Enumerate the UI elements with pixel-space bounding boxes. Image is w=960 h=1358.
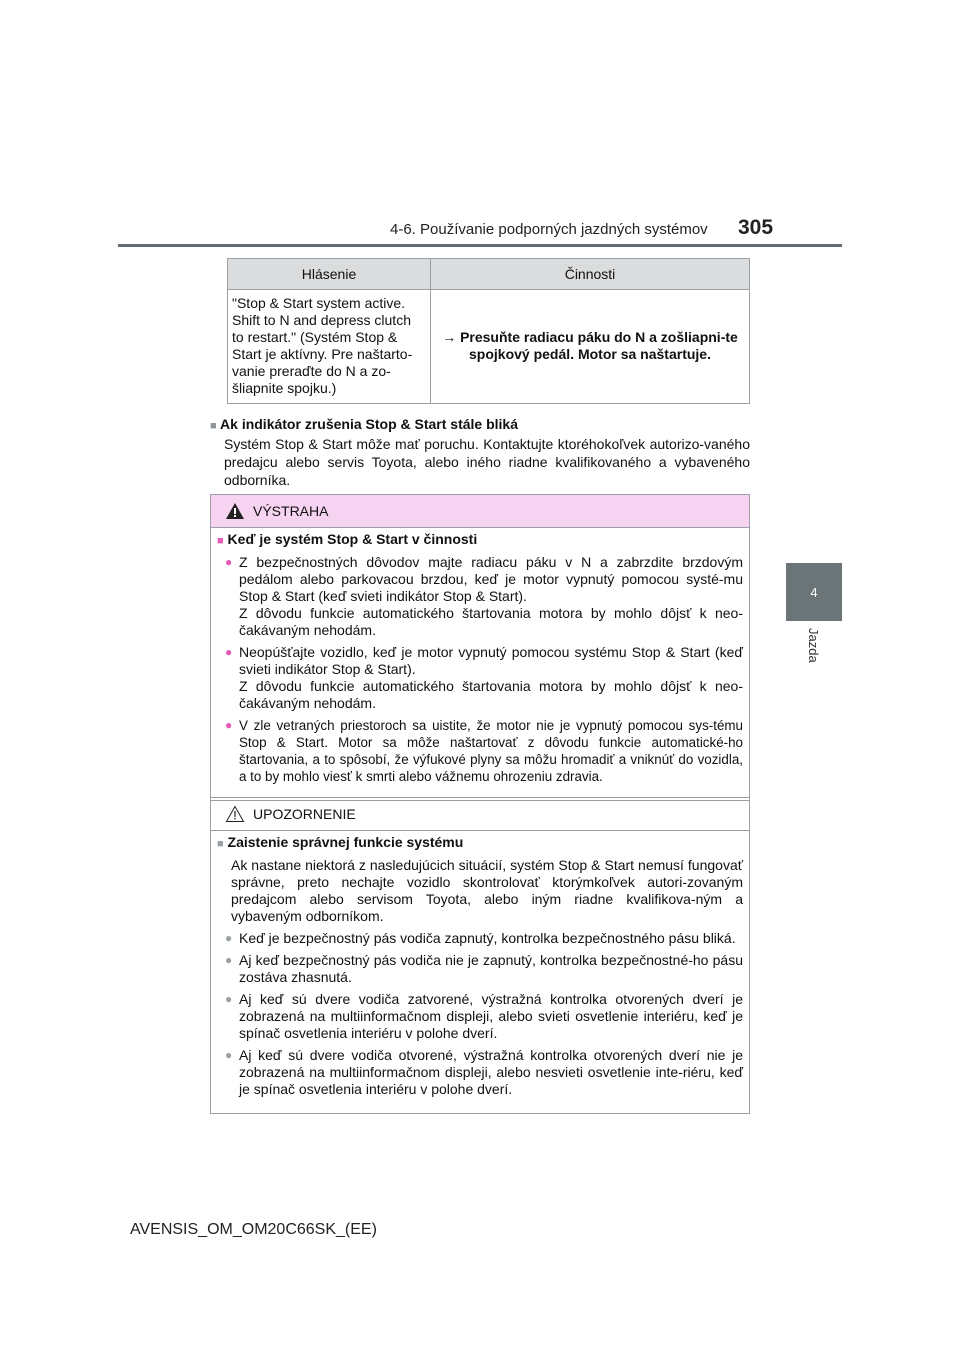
notice-intro: Ak nastane niektorá z nasledujúcich situácií, systém Stop & Start nemusí fungovať správne, preto nechajte vozidlo skontrolovať ktorýmkoľvek autori-zovaným predajcom alebo servisom Toyota, alebo iným riadne kvalifikova-ným a vybaveným odborníkom. — [231, 857, 743, 924]
list-item — [217, 930, 743, 947]
warning-triangle-icon — [225, 502, 245, 520]
warning-body — [211, 528, 749, 800]
bullet-dot-icon: ● — [225, 718, 233, 732]
header-rule — [118, 244, 842, 247]
list-item — [217, 952, 743, 986]
message-table — [227, 258, 750, 404]
bullet-dot-icon: ● — [225, 1048, 233, 1062]
square-bullet-icon: ■ — [217, 838, 224, 850]
list-item — [217, 991, 743, 1042]
blink-note-body: Systém Stop & Start môže mať poruchu. Kontaktujte ktoréhokoľvek autorizo-vaného predajcu alebo servis Toyota, alebo iného riadne kvalifikovaného a vybaveného odborníka. — [224, 436, 750, 488]
page-number: 305 — [738, 216, 774, 239]
list-item — [217, 644, 743, 712]
notice-header — [211, 798, 749, 831]
list-item — [217, 1047, 743, 1098]
notice-subheading — [217, 834, 743, 853]
section-title: 4-6. Používanie podporných jazdných systémov — [390, 221, 708, 238]
warning-subheading — [217, 531, 743, 550]
notice-item-text: Aj keď bezpečnostný pás vodiča nie je zapnutý, kontrolka bezpečnostné-ho pásu zostáva zhasnutá. — [239, 952, 743, 985]
notice-box — [210, 797, 750, 1114]
warning-subheading-text: Keď je systém Stop & Start v činnosti — [227, 531, 478, 547]
notice-title: UPOZORNENIE — [253, 805, 356, 822]
caution-triangle-icon — [225, 805, 245, 823]
blink-note — [210, 415, 750, 489]
bullet-dot-icon: ● — [225, 931, 233, 945]
chapter-tab — [786, 563, 842, 621]
chapter-label: Jazda — [806, 628, 821, 663]
list-item — [217, 717, 743, 785]
notice-body — [211, 831, 749, 1113]
warning-item-text: Neopúšťajte vozidlo, keď je motor vypnutý pomocou systému Stop & Start (keď svieti indikátor Stop & Start). Z dôvodu funkcie automatického štartovania motora by mohlo dôjsť k neo-čakávaným nehodám. — [239, 644, 743, 711]
blink-note-heading-text: Ak indikátor zrušenia Stop & Start stále bliká — [220, 416, 518, 432]
table-cell-action: → Presuňte radiacu páku do N a zošliapni-te spojkový pedál. Motor sa naštartuje. — [431, 290, 750, 404]
warning-box — [210, 494, 750, 801]
list-item — [217, 554, 743, 639]
table-row — [228, 290, 750, 404]
chapter-number: 4 — [810, 584, 818, 600]
bullet-dot-icon: ● — [225, 645, 233, 659]
square-bullet-icon: ■ — [210, 420, 217, 432]
notice-item-text: Aj keď sú dvere vodiča otvorené, výstražná kontrolka otvorených dverí nie je zobrazená na multiinformačnom displeji, alebo nesvieti osvetlenie inte-riéru, keď je spínač osvetlenia interiéru v polohe dverí. — [239, 1047, 743, 1097]
warning-header — [211, 495, 749, 528]
bullet-dot-icon: ● — [225, 992, 233, 1006]
bullet-dot-icon: ● — [225, 555, 233, 569]
warning-title: VÝSTRAHA — [253, 502, 329, 519]
warning-item-text: Z bezpečnostných dôvodov majte radiacu páku v N a zabrzdite brzdovým pedálom alebo parkovacou brzdou, keď je motor vypnutý pomocou systé-mu Stop & Start (keď svieti indikátor Stop & Start). Z dôvodu funkcie automatického štartovania motora by mohlo dôjsť k neo-čakávaným nehodám. — [239, 554, 743, 638]
notice-item-text: Aj keď sú dvere vodiča zatvorené, výstražná kontrolka otvorených dverí je zobrazená na multiinformačnom displeji, alebo svieti osvetlenie interiéru, keď je spínač osvetlenia interiéru v polohe dverí. — [239, 991, 743, 1041]
table-cell-message: "Stop & Start system active. Shift to N and depress clutch to restart." (Systém Stop & Start je aktívny. Pre naštarto-vanie preraďte do N a zo-šliapnite spojku.) — [228, 290, 431, 404]
blink-note-heading — [210, 415, 750, 435]
notice-item-text: Keď je bezpečnostný pás vodiča zapnutý, kontrolka bezpečnostného pásu bliká. — [239, 930, 736, 946]
table-header-message: Hlásenie — [228, 259, 431, 290]
document-code: AVENSIS_OM_OM20C66SK_(EE) — [130, 1221, 377, 1238]
table-header-action: Činnosti — [431, 259, 750, 290]
warning-item-text: V zle vetraných priestoroch sa uistite, že motor nie je vypnutý pomocou sys-tému Stop & Start. Motor sa môže naštartovať z dôvodu funkcie automatické-ho štartovania, a to spôsobí, že výfukové plyny sa môžu hromadiť a vniknúť do vozidla, a to by mohlo viesť k smrti alebo vážnemu ohrozeniu zdravia. — [239, 718, 743, 784]
square-bullet-icon: ■ — [217, 535, 224, 547]
table-header-row — [228, 259, 750, 290]
notice-subheading-text: Zaistenie správnej funkcie systému — [227, 834, 464, 850]
bullet-dot-icon: ● — [225, 953, 233, 967]
